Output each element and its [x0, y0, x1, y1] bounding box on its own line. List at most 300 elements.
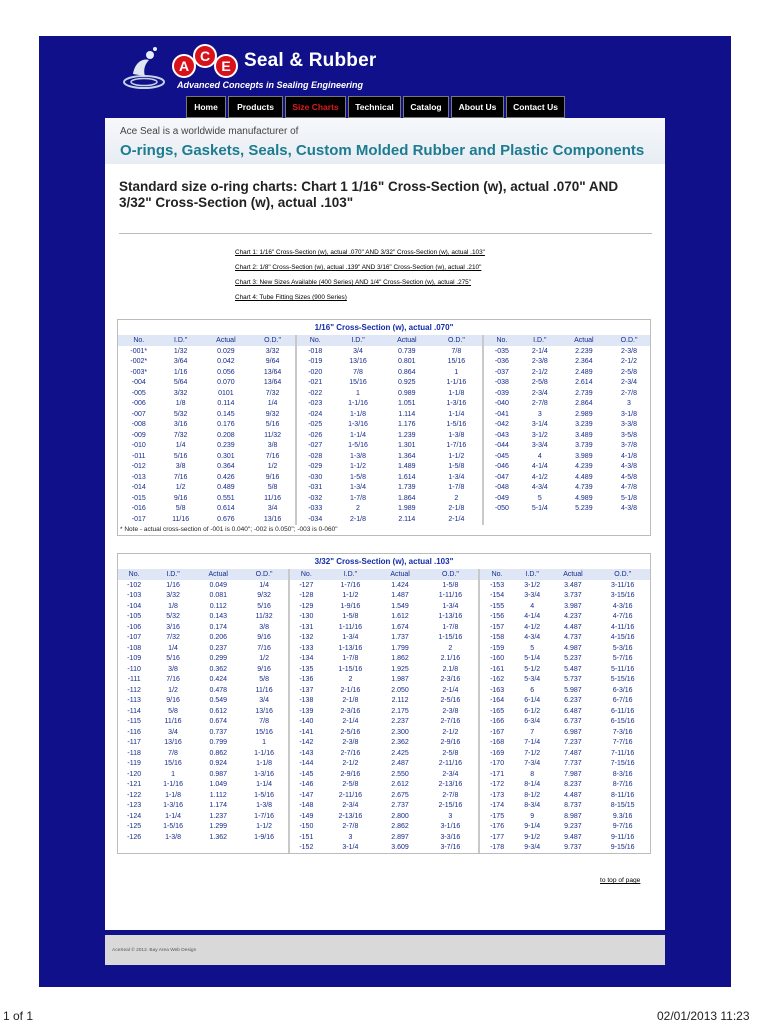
table-cell: 5-3/4 [524, 676, 541, 684]
table-cell: 0.801 [398, 358, 416, 366]
table-cell: -041 [483, 409, 520, 420]
table-cell: -039 [483, 388, 520, 399]
column-header: I.D." [323, 569, 378, 580]
column-header: I.D." [150, 569, 196, 580]
table-cell: -145 [289, 769, 324, 780]
table-cell: -006 [131, 400, 146, 408]
nav-home[interactable]: Home [186, 96, 226, 118]
table-cell: 8.737 [564, 802, 582, 810]
table-cell: -102 [127, 581, 142, 589]
table-cell: -022 [296, 388, 333, 399]
table-row [118, 832, 650, 843]
table-cell: 2.364 [575, 358, 593, 366]
table-1-header [118, 335, 650, 346]
table-cell: 0.174 [209, 623, 228, 631]
table-cell: 3-3/4 [524, 592, 541, 600]
table-cell: -138 [289, 696, 324, 707]
table-cell: 9/32 [265, 410, 280, 418]
table-cell: 6-15/16 [610, 718, 635, 726]
table-cell: 3.489 [575, 431, 593, 439]
table-cell: 1-3/4 [442, 602, 459, 610]
table-cell: 4.237 [564, 613, 582, 621]
table-cell: 11/16 [264, 494, 282, 502]
table-cell: 1-7/8 [448, 484, 465, 492]
table-cell: -158 [479, 633, 514, 644]
table-cell: 9-15/16 [610, 844, 635, 852]
table-cell: -157 [479, 622, 514, 633]
table-cell: 3 [627, 400, 631, 408]
to-top-link[interactable]: to top of page [600, 877, 641, 884]
table-cell: 3/8 [175, 463, 186, 471]
nav-contact-us[interactable]: Contact Us [506, 96, 565, 118]
table-cell: 2-11/16 [338, 791, 362, 799]
table-cell: 6-1/4 [524, 697, 541, 705]
nav-technical[interactable]: Technical [348, 96, 401, 118]
table-row [118, 664, 650, 675]
table-cell: 9.237 [564, 823, 582, 831]
nav-size-charts[interactable]: Size Charts [285, 96, 346, 118]
table-cell: -137 [289, 685, 324, 696]
table-1-note: * Note - actual cross-section of -001 is 0.040"; -002 is 0.050"; -003 is 0-060" [120, 525, 338, 533]
table-cell: -162 [479, 675, 514, 686]
table-cell: 6-3/16 [612, 686, 633, 694]
table-cell: 1-15/16 [338, 665, 363, 673]
table-cell: 1-9/16 [340, 602, 361, 610]
table-cell: 5 [537, 494, 542, 502]
table-cell: 1-5/8 [448, 463, 465, 471]
table-cell: -014 [131, 484, 146, 492]
table-cell: -139 [289, 706, 324, 717]
table-cell: 5-3/16 [612, 644, 633, 652]
table-cell: -103 [127, 592, 142, 600]
table-cell: 5/8 [259, 676, 269, 684]
table-cell: 2-5/16 [440, 697, 461, 705]
table-cell: -176 [479, 822, 514, 833]
table-cell: 5.737 [564, 676, 582, 684]
table-cell: 1-3/8 [256, 802, 273, 810]
table-cell: -044 [483, 441, 520, 452]
table-cell: 6 [530, 686, 535, 694]
table-cell: 1-1/2 [256, 823, 273, 831]
table-cell: 7/8 [451, 347, 462, 355]
table-cell: 0.239 [217, 442, 235, 450]
chart-link-2[interactable]: Chart 2: 1/8" Cross-Section (w), actual .139" AND 3/16" Cross-Section (w), actual .210" [235, 264, 482, 271]
table-cell: -021 [296, 378, 333, 389]
table-cell: 2 [356, 505, 360, 513]
table-cell: -119 [127, 760, 141, 768]
table-cell: 3.239 [575, 421, 593, 429]
table-cell: -027 [296, 441, 333, 452]
table-cell: 2-1/2 [621, 358, 637, 366]
table-cell: 3/4 [267, 505, 278, 513]
table-cell: -129 [289, 601, 324, 612]
table-cell: 2.114 [398, 515, 416, 523]
table-cell: -110 [127, 665, 141, 673]
table-cell: 5-15/16 [610, 676, 635, 684]
table-cell: 1/4 [259, 581, 269, 589]
table-cell: 0.301 [217, 452, 235, 460]
table-cell: 2-3/16 [340, 707, 361, 715]
table-cell: 11/16 [255, 686, 273, 694]
column-header: O.D." [422, 569, 479, 580]
table-cell: 1-9/16 [254, 833, 275, 841]
table-cell: 3/4 [168, 728, 178, 736]
table-cell: 13/16 [263, 515, 282, 523]
table-cell: 3/16 [166, 623, 180, 631]
table-cell: 1.489 [398, 463, 416, 471]
table-cell [196, 843, 241, 854]
table-cell: 9.487 [564, 833, 582, 841]
table-cell: 2-1/8 [342, 697, 359, 705]
table-cell: 2-7/8 [442, 791, 459, 799]
table-cell: 1-1/2 [448, 452, 465, 460]
table-cell: -002* [130, 358, 148, 366]
table-cell: -025 [296, 420, 333, 431]
table-cell: -154 [479, 591, 514, 602]
table-cell: 1-5/8 [442, 581, 459, 589]
table-1-body [118, 346, 650, 525]
column-header: No. [479, 569, 514, 580]
table-cell: 1.487 [391, 592, 409, 600]
chart-link-4[interactable]: Chart 4: Tube Fitting Sizes (900 Series) [235, 294, 347, 301]
table-cell: 2-13/16 [438, 781, 463, 789]
table-cell: -028 [296, 451, 333, 462]
table-row [118, 591, 650, 602]
table-cell: 3-7/8 [621, 442, 637, 450]
table-cell: 1-1/4 [350, 431, 366, 439]
table-cell: 11/16 [172, 515, 190, 523]
table-cell: 4-3/16 [612, 602, 633, 610]
table-cell: 4-3/4 [524, 634, 541, 642]
table-cell: -175 [479, 811, 514, 822]
table-cell: 0.362 [209, 665, 228, 673]
table-cell: 2-3/4 [442, 770, 459, 778]
nav-catalog[interactable]: Catalog [403, 96, 449, 118]
table-cell: 2-1/8 [350, 515, 366, 523]
table-cell: -134 [289, 654, 324, 665]
table-cell: 1-1/2 [350, 463, 366, 471]
table-cell: 6.487 [564, 707, 582, 715]
table-cell: 8-3/16 [612, 770, 633, 778]
table-cell: 7-3/4 [524, 760, 541, 768]
column-header: Actual [378, 569, 423, 580]
table-cell: -146 [289, 780, 324, 791]
table-cell: 9-11/16 [611, 833, 635, 841]
table-row [118, 696, 650, 707]
table-cell: 3 [348, 833, 353, 841]
table-cell: 2.237 [391, 718, 409, 726]
table-cell: 7.987 [564, 770, 582, 778]
table-cell: 1.174 [209, 802, 228, 810]
table-row [118, 388, 650, 399]
table-cell: 5-1/8 [621, 494, 637, 502]
column-header: Actual [383, 335, 431, 346]
chart-link-1[interactable]: Chart 1: 1/16" Cross-Section (w), actual .070" AND 3/32" Cross-Section (w), actual .103" [235, 249, 485, 256]
table-cell: -124 [127, 812, 142, 820]
table-cell: 7.237 [564, 739, 582, 747]
table-cell: 1-3/8 [165, 833, 182, 841]
table-cell: 8-7/16 [612, 781, 633, 789]
table-cell: -026 [296, 430, 333, 441]
table-cell: 5/8 [168, 707, 178, 715]
table-cell: -046 [483, 462, 520, 473]
table-cell: 3.739 [575, 442, 593, 450]
table-1-16-cross-section [117, 319, 651, 536]
table-cell: 2.425 [391, 749, 409, 757]
table-cell: 2.550 [391, 770, 409, 778]
table-cell: 1.989 [398, 505, 416, 513]
table-cell: 1/4 [175, 442, 186, 450]
table-row [118, 654, 650, 665]
table-cell: 1/2 [267, 463, 278, 471]
table-cell: 1/16 [173, 368, 188, 376]
table-cell: 11/32 [255, 613, 273, 621]
table-cell: -169 [479, 748, 514, 759]
table-cell: 15/16 [349, 379, 367, 387]
table-cell: 7/8 [353, 368, 363, 376]
table-cell: 3/64 [173, 358, 188, 366]
table-cell: 9-1/4 [524, 823, 541, 831]
table-cell: 0101 [218, 389, 234, 397]
table-row [118, 441, 650, 452]
table-cell: 3/4 [259, 697, 269, 705]
table-cell: 0.424 [209, 676, 228, 684]
table-row [118, 727, 650, 738]
logo-letter-c: C [193, 44, 217, 68]
table-cell: -009 [131, 431, 146, 439]
table-cell: 2-1/4 [342, 718, 359, 726]
table-cell: 8-11/16 [611, 791, 635, 799]
table-cell: 5-1/4 [524, 655, 541, 663]
table-row [118, 462, 650, 473]
table-cell: 13/16 [349, 358, 367, 366]
table-cell: 9/16 [257, 665, 271, 673]
nav-about-us[interactable]: About Us [451, 96, 504, 118]
table-cell: 1.237 [209, 812, 228, 820]
table-cell: 1-7/8 [350, 494, 366, 502]
table-cell: 1/4 [168, 644, 178, 652]
table-cell: 1-1/4 [165, 812, 182, 820]
table-cell: -023 [296, 399, 333, 410]
table-cell: 1-15/16 [438, 634, 463, 642]
table-cell: 2-11/16 [438, 760, 462, 768]
table-cell: 8 [530, 770, 535, 778]
table-cell: 7-1/2 [524, 749, 541, 757]
table-cell: 2-1/2 [531, 368, 548, 376]
table-cell: 0.208 [217, 431, 235, 439]
column-header: No. [118, 569, 150, 580]
table-cell: 0.614 [217, 505, 235, 513]
table-cell: 4-1/2 [531, 473, 548, 481]
table-cell: 2.739 [575, 389, 593, 397]
table-cell: 1.864 [398, 494, 416, 502]
brand-tagline: Advanced Concepts in Sealing Engineering [177, 80, 364, 90]
table-cell: 0.070 [217, 379, 235, 387]
banner [105, 118, 665, 164]
table-cell: 0.549 [209, 697, 228, 705]
table-cell: 1.612 [391, 613, 409, 621]
chart-link-3[interactable]: Chart 3: New Sizes Available (400 Series) AND 1/4" Cross-Section (w), actual .275" [235, 279, 472, 286]
table-cell: -174 [479, 801, 514, 812]
table-cell: 0.674 [209, 718, 228, 726]
table-cell: 4.987 [564, 644, 582, 652]
table-cell: 1.799 [391, 644, 409, 652]
table-cell: 1-5/8 [350, 473, 366, 481]
table-cell: 3/8 [259, 623, 269, 631]
table-cell: 1 [356, 389, 360, 397]
table-cell: 9/16 [257, 634, 271, 642]
table-cell: 2-1/4 [448, 515, 465, 523]
table-cell: -112 [127, 686, 141, 694]
table-cell: 4-3/4 [531, 484, 548, 492]
table-row [118, 622, 650, 633]
table-cell: 0.676 [217, 515, 235, 523]
table-cell: 4 [530, 602, 535, 610]
table-cell: 2.897 [391, 833, 409, 841]
table-cell: -007 [131, 410, 146, 418]
table-cell: 5/16 [166, 655, 180, 663]
table-cell: 1 [454, 368, 459, 376]
table-cell: -135 [289, 664, 324, 675]
table-cell: 1/2 [168, 686, 178, 694]
table-cell: -127 [289, 580, 324, 591]
table-cell: -029 [296, 462, 333, 473]
table-cell: -156 [479, 612, 514, 623]
table-cell: 0.864 [398, 368, 416, 376]
table-cell: -163 [479, 685, 514, 696]
table-cell: -016 [131, 505, 146, 513]
table-cell: 1.674 [391, 623, 409, 631]
table-row [118, 357, 650, 368]
table-cell: 9 [530, 812, 535, 820]
table-cell: 1-5/16 [254, 791, 275, 799]
table-cell: 3.987 [564, 602, 582, 610]
table-cell: 3/32 [166, 592, 180, 600]
table-cell: 3/32 [265, 347, 280, 355]
table-cell: 4.487 [564, 623, 582, 631]
table-row [118, 472, 650, 483]
table-cell: 0.176 [217, 421, 235, 429]
table-cell: 2.239 [575, 347, 593, 355]
table-cell: 0.426 [217, 473, 235, 481]
table-cell: 2.864 [575, 400, 593, 408]
table-cell: 1-7/16 [446, 442, 467, 450]
table-cell: 0.081 [209, 592, 228, 600]
column-header: Actual [551, 569, 596, 580]
table-cell: 1.299 [209, 823, 228, 831]
logo-letter-e: E [214, 54, 238, 78]
nav-products[interactable]: Products [228, 96, 283, 118]
table-cell: 4-1/2 [524, 623, 541, 631]
table-cell: 9.3/16 [612, 812, 633, 820]
column-header: O.D." [595, 569, 650, 580]
table-cell: 3/16 [173, 421, 188, 429]
table-cell: -111 [127, 676, 141, 684]
table-cell: -013 [131, 473, 146, 481]
table-cell: 2.487 [391, 760, 409, 768]
table-row [118, 514, 650, 525]
table-cell: 7/16 [166, 676, 180, 684]
table-row [118, 717, 650, 728]
table-cell: 13/16 [255, 707, 273, 715]
table-cell: 5.239 [575, 505, 593, 513]
table-cell: 2-1/16 [340, 686, 361, 694]
table-cell: -173 [479, 790, 514, 801]
table-cell: 0.112 [209, 602, 227, 610]
table-cell: -151 [289, 832, 324, 843]
table-cell: -019 [296, 357, 333, 368]
table-cell: 2-5/8 [342, 781, 359, 789]
table-cell: 2-5/8 [621, 368, 637, 376]
footer-copyright: AceSeal © 2012. Bay Area Web Design [112, 948, 197, 953]
table-cell: 0.489 [217, 484, 235, 492]
table-cell: 8.237 [564, 781, 582, 789]
table-cell: -004 [131, 379, 146, 387]
table-cell: -178 [479, 843, 514, 854]
table-cell: 0.478 [209, 686, 228, 694]
table-cell: -164 [479, 696, 514, 707]
table-cell: 3-3/8 [621, 421, 637, 429]
table-cell: 2.050 [391, 686, 409, 694]
table-cell: 5/32 [173, 410, 188, 418]
table-cell: 2-7/8 [342, 823, 359, 831]
table-cell: 1-13/16 [438, 613, 463, 621]
table-cell: 1-1/2 [342, 592, 359, 600]
table-cell: 1-1/8 [350, 410, 366, 418]
table-cell: 1-1/16 [348, 400, 368, 408]
site-footer [105, 935, 665, 965]
table-cell: -047 [483, 472, 520, 483]
table-cell: 9/16 [265, 473, 280, 481]
table-cell: 5-7/16 [612, 655, 633, 663]
table-cell: 2.612 [391, 781, 409, 789]
table-cell: 3-11/16 [611, 581, 635, 589]
table-cell: 5-1/2 [524, 665, 541, 673]
table-cell: 6.237 [564, 697, 582, 705]
table-row [118, 738, 650, 749]
table-cell: 3-1/2 [531, 431, 548, 439]
table-cell: 0.551 [217, 494, 235, 502]
table-cell: -031 [296, 483, 333, 494]
table-cell: 4.487 [564, 791, 582, 799]
table-cell: 7/32 [265, 389, 280, 397]
table-cell: 2-1/2 [442, 728, 459, 736]
table-cell: 1-1/8 [256, 760, 273, 768]
column-header: Actual [560, 335, 608, 346]
table-cell: 7-11/16 [611, 749, 635, 757]
table-cell: 2.675 [391, 791, 409, 799]
table-cell: 0.237 [209, 644, 228, 652]
table-cell: -008 [131, 421, 146, 429]
table-cell: 3-1/4 [342, 844, 359, 852]
table-cell: 0.987 [209, 770, 228, 778]
table-cell: 1-11/16 [338, 623, 362, 631]
table-row [118, 504, 650, 515]
table-cell: 2 [448, 644, 453, 652]
table-cell: 0.056 [217, 368, 235, 376]
table-cell: 7-15/16 [610, 760, 635, 768]
table-cell: 4 [537, 452, 542, 460]
table-cell: 5/8 [175, 505, 186, 513]
table-cell: 9-7/16 [612, 823, 633, 831]
column-header: Actual [202, 335, 250, 346]
table-cell: 1/2 [175, 484, 186, 492]
table-cell: 1-7/8 [442, 623, 459, 631]
table-row [118, 780, 650, 791]
table-cell: 9/64 [265, 358, 280, 366]
table-cell: 0.114 [217, 400, 235, 408]
table-cell: 2-13/16 [338, 812, 363, 820]
